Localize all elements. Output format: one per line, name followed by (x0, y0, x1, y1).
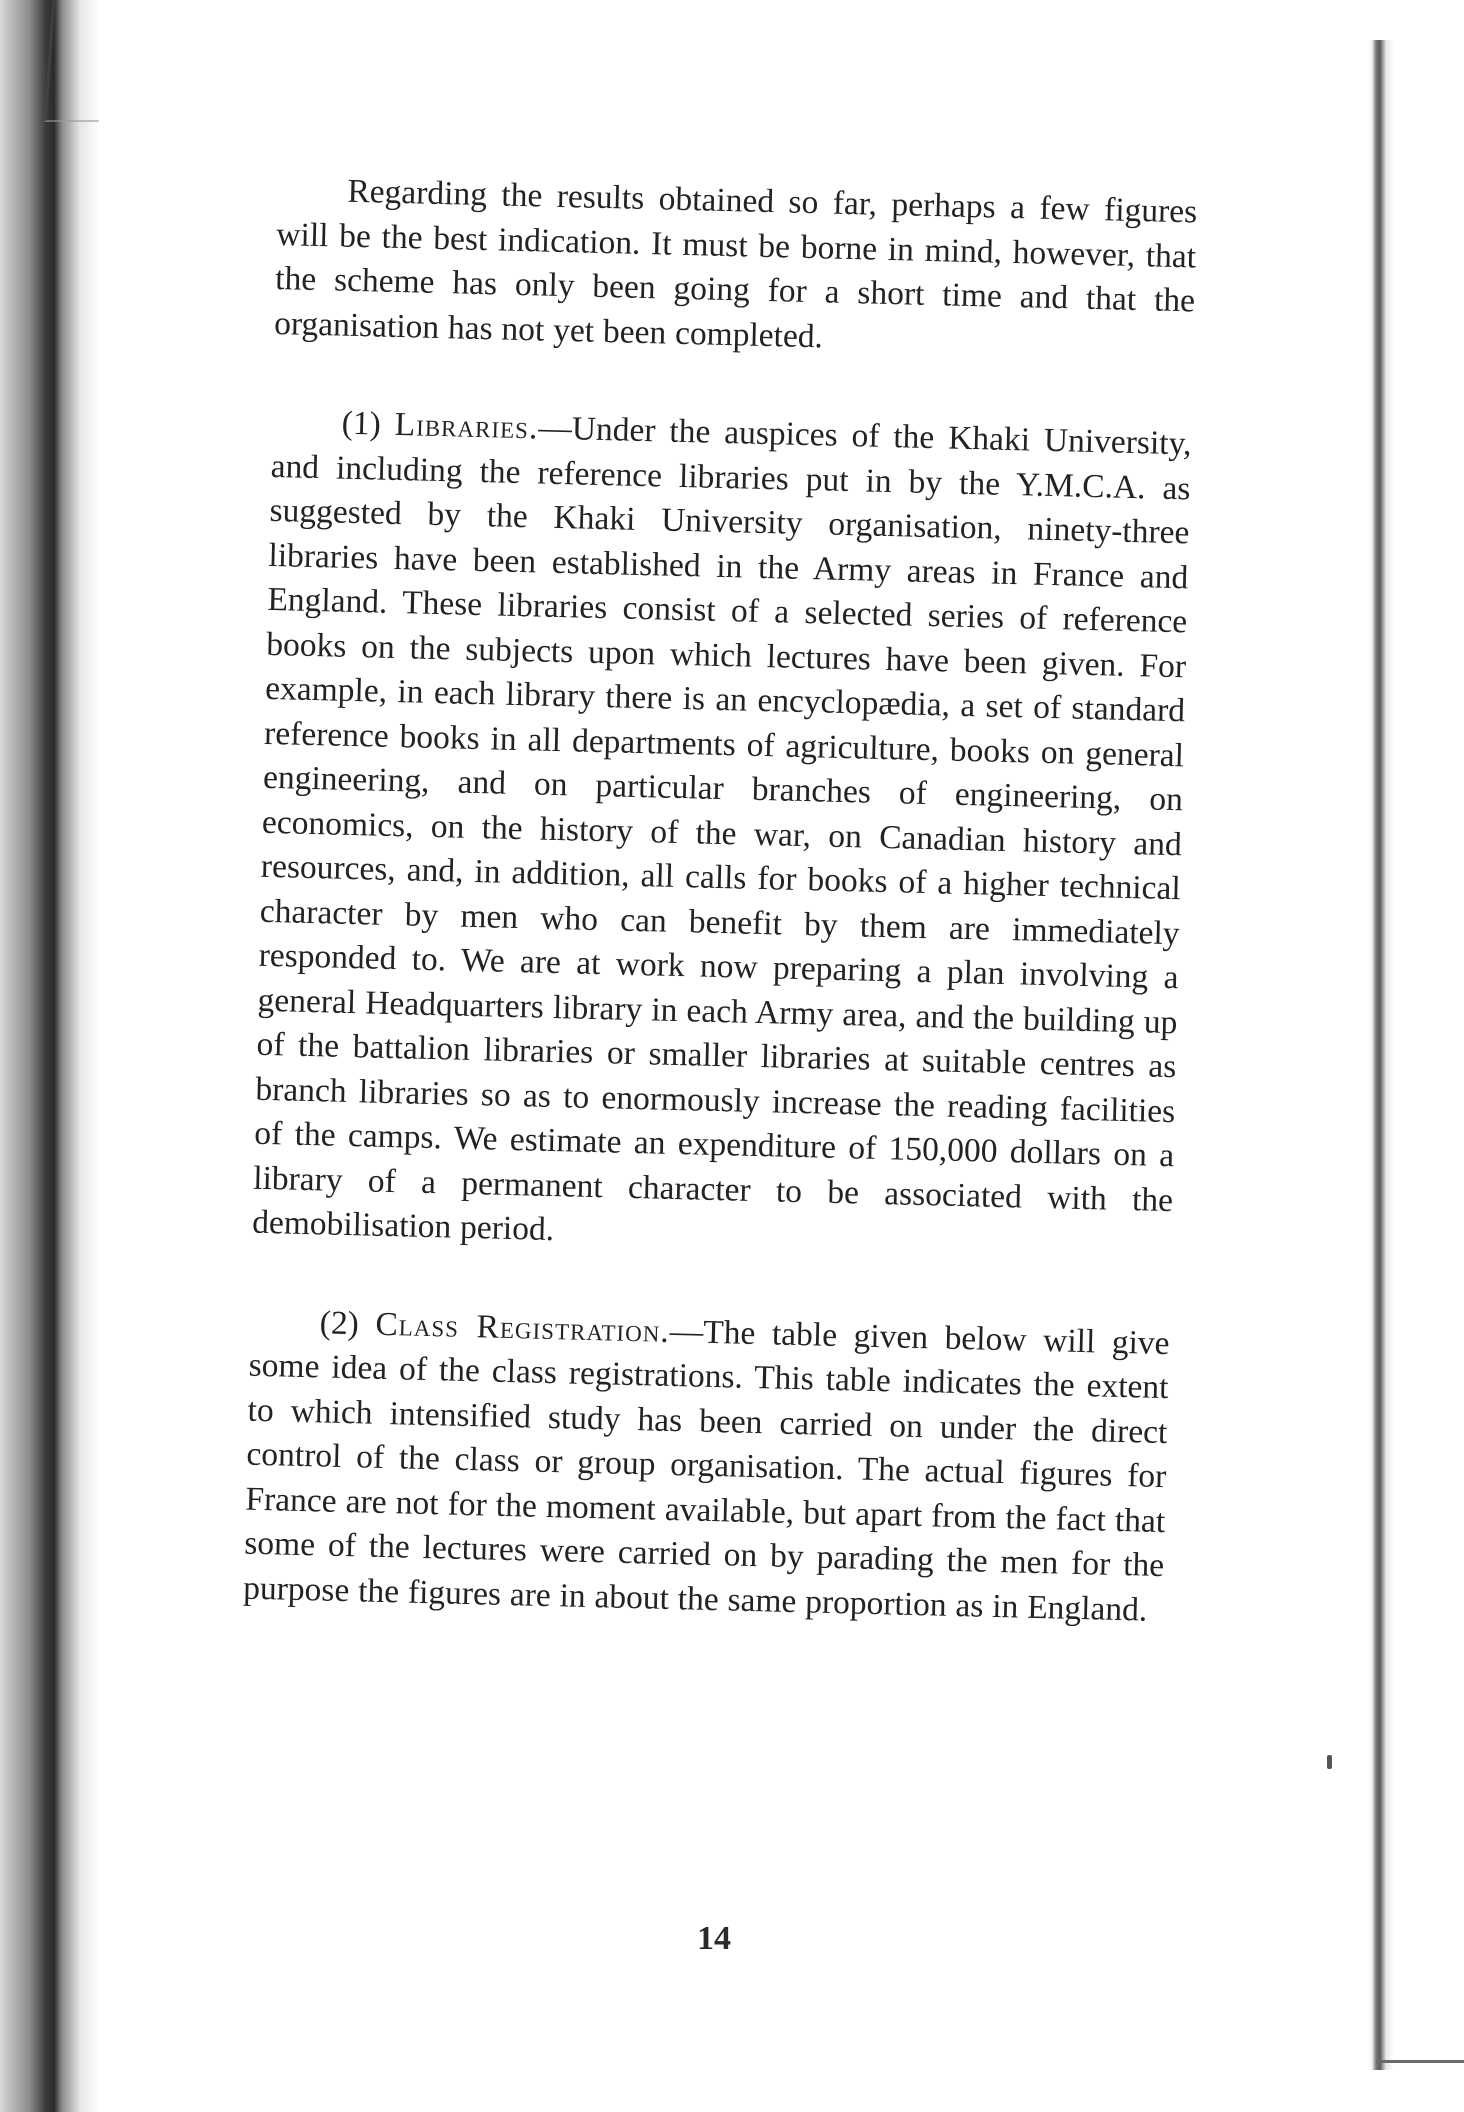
paragraph-libraries-heading: Libraries. (394, 405, 539, 447)
paragraph-class-registration-text: —The table given below will give some idea of the class registrations. This table indicates the extent to which intensified study has been carried on under the direct control of the class or group organisation. The actual figures for France are not for the moment available, but apart from the fact that some of the lectures were carried on by parading the men for the purpose the figures are in about the same proportion as in England. (242, 1312, 1171, 1629)
binding-corner-mark (44, 0, 108, 122)
paragraph-libraries-text: —Under the auspices of the Khaki University, and including the reference libraries put in by the Y.M.C.A. as suggested by the Khaki University organisation, ninety-three libraries have been established in the Army areas in France and England. These libraries consist of a selected series of reference books on the subjects upon which lectures have been given. For example, in each library there is an encyclopædia, a set of standard reference books in all departments of agriculture, books on general engineering, and on particular branches of engineering, on economics, on the history of the war, on Canadian history and resources, and, in addition, all calls for books of a higher technical character by men who can benefit by them are immediately responded to. We are at work now preparing a plan involving a general Headquarters library in each Army area, and the building up of the battalion libraries or smaller libraries at suitable centres as branch libraries so as to enormously increase the reading facilities of the camps. We estimate an expenditure of 150,000 dollars on a library of a permanent character to be associated with the demobilisation period. (251, 409, 1192, 1249)
paragraph-class-registration-number: (2) (319, 1303, 360, 1342)
paragraph-results-text: Regarding the results obtained so far, perhaps a few figures will be the best indication. It must be borne in mind, however, that the scheme has only been going for a short time and that the organisation has not yet been completed. (273, 172, 1198, 355)
adjacent-page-edge (1368, 40, 1464, 2070)
page-body (233, 168, 1197, 2020)
book-binding-edge (0, 0, 100, 2112)
paragraph-class-registration (243, 1299, 1170, 1633)
adjacent-page-bottom-edge (1376, 2060, 1464, 2073)
page-edge-mark (1327, 1755, 1332, 1769)
paragraph-libraries-number: (1) (341, 404, 382, 443)
paragraph-class-registration-heading: Class Registration. (375, 1305, 671, 1350)
paragraph-results (274, 168, 1198, 368)
page-number: 14 (697, 1920, 731, 1957)
paragraph-libraries (252, 400, 1192, 1268)
